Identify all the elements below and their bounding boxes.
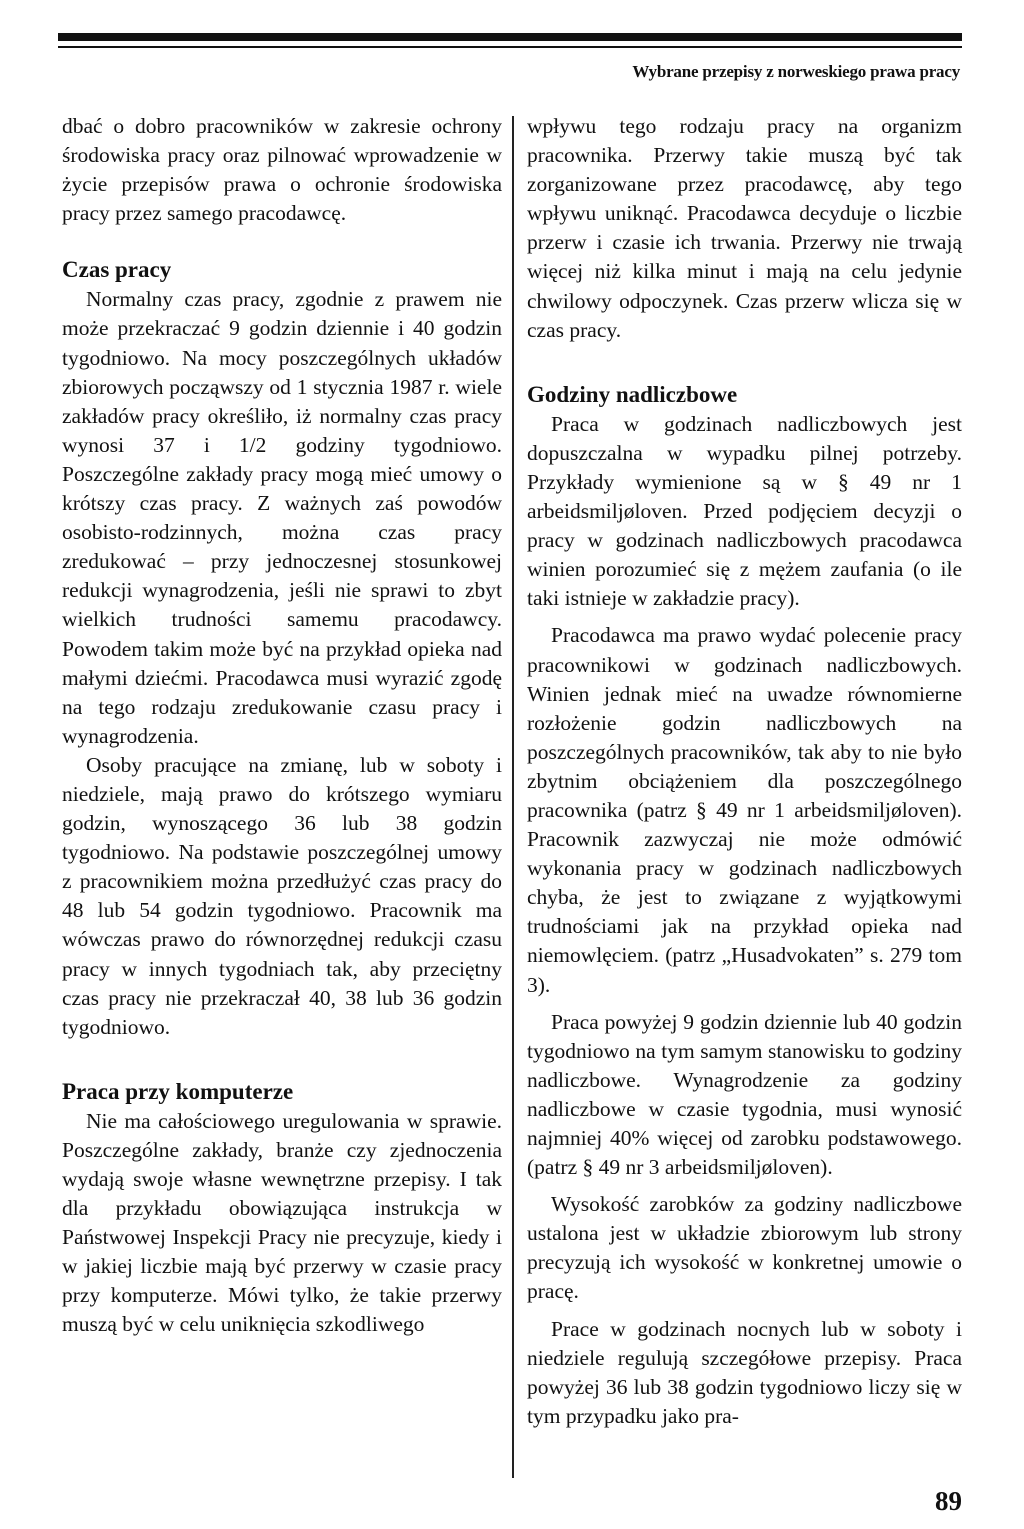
running-head-title: Wybrane przepisy z norweskiego prawa pracy (632, 62, 960, 81)
paragraph: Praca powyżej 9 godzin dziennie lub 40 godzin tygodniowo na tym samym stanowisku to godziny nadliczbowe. Wynagrodzenie za godziny nadliczbowe w czasie tygodnia, musi wynosić najmniej 40% więcej od zarobku podstawowego. (patrz § 49 nr 3 arbeidsmiljøloven). (527, 1009, 962, 1180)
paragraph: Wysokość zarobków za godziny nadliczbowe ustalona jest w układzie zbiorowym lub strony precyzują ich wysokość w konkretnej umowie o pracę. (527, 1192, 962, 1304)
paragraph: Praca w godzinach nadliczbowych jest dopuszczalna w wypadku pilnej potrzeby. Przykłady wymienione są w § 49 nr 1 arbeidsmiljøloven. Przed podjęciem decyzji o pracy w godzinach nadliczbowych pracodawca winien porozumieć się z mężem zaufania (o ile taki istnieje w zakładzie pracy). (527, 411, 962, 611)
paragraph: Prace w godzinach nocnych lub w soboty i niedziele regulują szczegółowe przepisy. Praca powyżej 36 lub 38 godzin tygodniowo liczy się w tym przypadku jako pra- (527, 1316, 962, 1428)
paragraph: Pracodawca ma prawo wydać polecenie pracy pracownikowi w godzinach nadliczbowych. Winien jednak mieć na uwadze równomierne rozłożenie godzin nadliczbowych na poszczególnych pracowników, tak aby to nie było zbytnim obciążeniem dla poszczególnego pracownika (patrz § 49 nr 1 arbeidsmiljøloven). Pracownik zazwyczaj nie może odmówić wykonania pracy w godzinach nadliczbowych chyba, że jest to związane z wyjątkowymi trudnościami jak na przykład opieka nad niemowlęciem. (patrz „Husadvokaten” s. 279 tom 3). (527, 623, 962, 997)
continuation-paragraph: wpływu tego rodzaju pracy na organizm pracownika. Przerwy takie muszą być tak zorganizowane przez pracodawcę, aby tego wpływu uniknąć. Pracodawca decyduje o liczbie przerw i czasie ich trwania. Przerwy nie trwają więcej niż kilka minut i mają na celu jedynie chwilowy odpoczynek. Czas przerw wlicza się w czas pracy. (527, 114, 962, 342)
right-column (527, 112, 962, 1431)
page-number: 89 (935, 1486, 962, 1516)
left-column (62, 112, 502, 1340)
paragraph: Osoby pracujące na zmianę, lub w soboty i niedziele, mają prawo do krótszego wymiaru godzin, wynoszącego 36 lub 38 godzin tygodniowo. Na podstawie poszczególnej umowy z pracownikiem można przedłużyć czas pracy do 48 lub 54 godzin tygodniowo. Pracownik ma wówczas prawo do równorzędnej redukcji czasu pracy w innych tygodniach tak, aby przeciętny czas pracy nie przekraczał 40, 38 lub 36 godzin tygodniowo. (62, 752, 502, 1039)
header-rule-thin (58, 46, 962, 48)
section-heading-praca-przy-komputerze: Praca przy komputerze (62, 1078, 294, 1104)
paragraph: Normalny czas pracy, zgodnie z prawem nie może przekraczać 9 godzin dziennie i 40 godzin tygodniowo. Na mocy poszczególnych układów zbiorowych począwszy od 1 stycznia 1987 r. wiele zakładów pracy określiło, iż normalny czas pracy wynosi 37 i 1/2 godziny tygodniowo. Poszczególne zakłady pracy mogą mieć umowy o krótszy czas pracy. Z ważnych zaś powodów osobisto-rodzinnych, można czas pracy zredukować – przy jednoczesnej stosunkowej redukcji wynagrodzenia, jeśli nie sprawi to zbyt wielkich trudności samemu pracodawcy. Powodem takim może być na przykład opieka nad małymi dziećmi. Pracodawca musi wyrazić zgodę na tego rodzaju zredukowanie czasu pracy i wynagrodzenia. (62, 287, 502, 748)
section-heading-godziny-nadliczbowe: Godziny nadliczbowe (527, 381, 738, 407)
header-rule-thick (58, 33, 962, 41)
intro-paragraph: dbać o dobro pracowników w zakresie ochrony środowiska pracy oraz pilnować wprowadzenie w życie przepisów prawa o ochronie środowiska pracy przez samego pracodawcę. (62, 114, 502, 226)
column-divider (512, 116, 514, 1478)
section-heading-czas-pracy: Czas pracy (62, 257, 172, 283)
paragraph: Nie ma całościowego uregulowania w sprawie. Poszczególne zakłady, branże czy zjednoczenia wydają swoje własne wewnętrzne przepisy. I tak dla przykładu obowiązująca instrukcja w Państwowej Inspekcji Pracy nie precyzuje, kiedy i w jakiej liczbie mają być przerwy w czasie pracy przy komputerze. Mówi tylko, że takie przerwy muszą być w celu uniknięcia szkodliwego (62, 1108, 502, 1337)
